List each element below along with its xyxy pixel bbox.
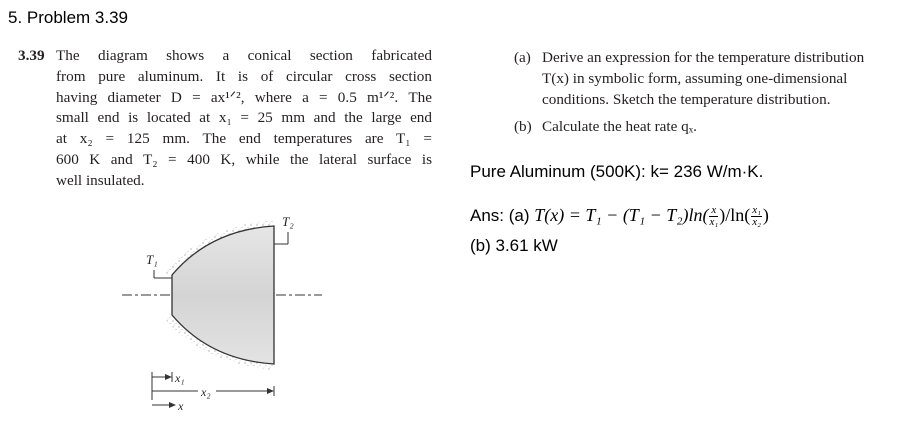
part-a-line: Derive an expression for the temperature distribution bbox=[542, 49, 865, 66]
problem-statement bbox=[18, 46, 432, 192]
problem-line: The diagram shows a conical section fabricated bbox=[56, 47, 432, 64]
part-a-label: (a) bbox=[514, 49, 531, 66]
x2-label: x₂ bbox=[201, 385, 211, 399]
problem-line: small end is located at x₁ = 25 mm and the large end bbox=[56, 109, 432, 127]
frac1-denominator: x₁ bbox=[709, 216, 719, 229]
problem-number: 3.39 bbox=[18, 47, 45, 64]
part-b-line: Calculate the heat rate qₓ. bbox=[542, 118, 697, 136]
part-a-line: T(x) in symbolic form, assuming one-dimensional bbox=[542, 69, 848, 87]
problem-line: 600 K and T₂ = 400 K, while the lateral surface is bbox=[56, 150, 432, 168]
answer-b: (b) 3.61 kW bbox=[470, 236, 558, 255]
problem-line: having diameter D = ax¹ᐟ², where a = 0.5 m¹ᐟ². The bbox=[56, 88, 432, 106]
part-b bbox=[514, 117, 894, 138]
problem-line: well insulated. bbox=[56, 171, 145, 189]
answer-a bbox=[470, 205, 769, 228]
problem-header: 5. Problem 3.39 bbox=[8, 8, 129, 27]
problem-body bbox=[56, 46, 432, 192]
fraction-x-over-x1 bbox=[709, 205, 718, 228]
frac1-numerator: x bbox=[711, 204, 717, 217]
t2-label: T₂ bbox=[282, 214, 294, 229]
x1-label: x₁ bbox=[175, 371, 185, 385]
expr-mid: )/ln( bbox=[719, 205, 751, 225]
part-a-line: conditions. Sketch the temperature distribution. bbox=[542, 90, 831, 108]
answer-expression bbox=[534, 204, 769, 229]
frac2-numerator: x₁ bbox=[752, 204, 761, 217]
conical-section-diagram bbox=[112, 200, 342, 415]
answer-prefix: Ans: (a) bbox=[470, 206, 530, 225]
t1-label: T₁ bbox=[146, 252, 158, 267]
x-axis-label: x bbox=[178, 399, 184, 413]
part-a bbox=[514, 48, 894, 110]
cone-body bbox=[172, 226, 274, 364]
fraction-x1-over-x2 bbox=[751, 205, 762, 228]
expr-end: ) bbox=[762, 205, 769, 225]
problem-parts bbox=[514, 48, 894, 145]
material-property-note: Pure Aluminum (500K): k= 236 W/m·K. bbox=[470, 162, 764, 181]
part-b-label: (b) bbox=[514, 118, 532, 136]
frac2-denominator: x₂ bbox=[752, 216, 761, 229]
expr-start: T(x) = T₁ − (T₁ − T₂)ln( bbox=[534, 205, 709, 225]
problem-line: from pure aluminum. It is of circular cross section bbox=[56, 67, 432, 85]
problem-line: at x₂ = 125 mm. The end temperatures are T₁ = bbox=[56, 130, 432, 148]
